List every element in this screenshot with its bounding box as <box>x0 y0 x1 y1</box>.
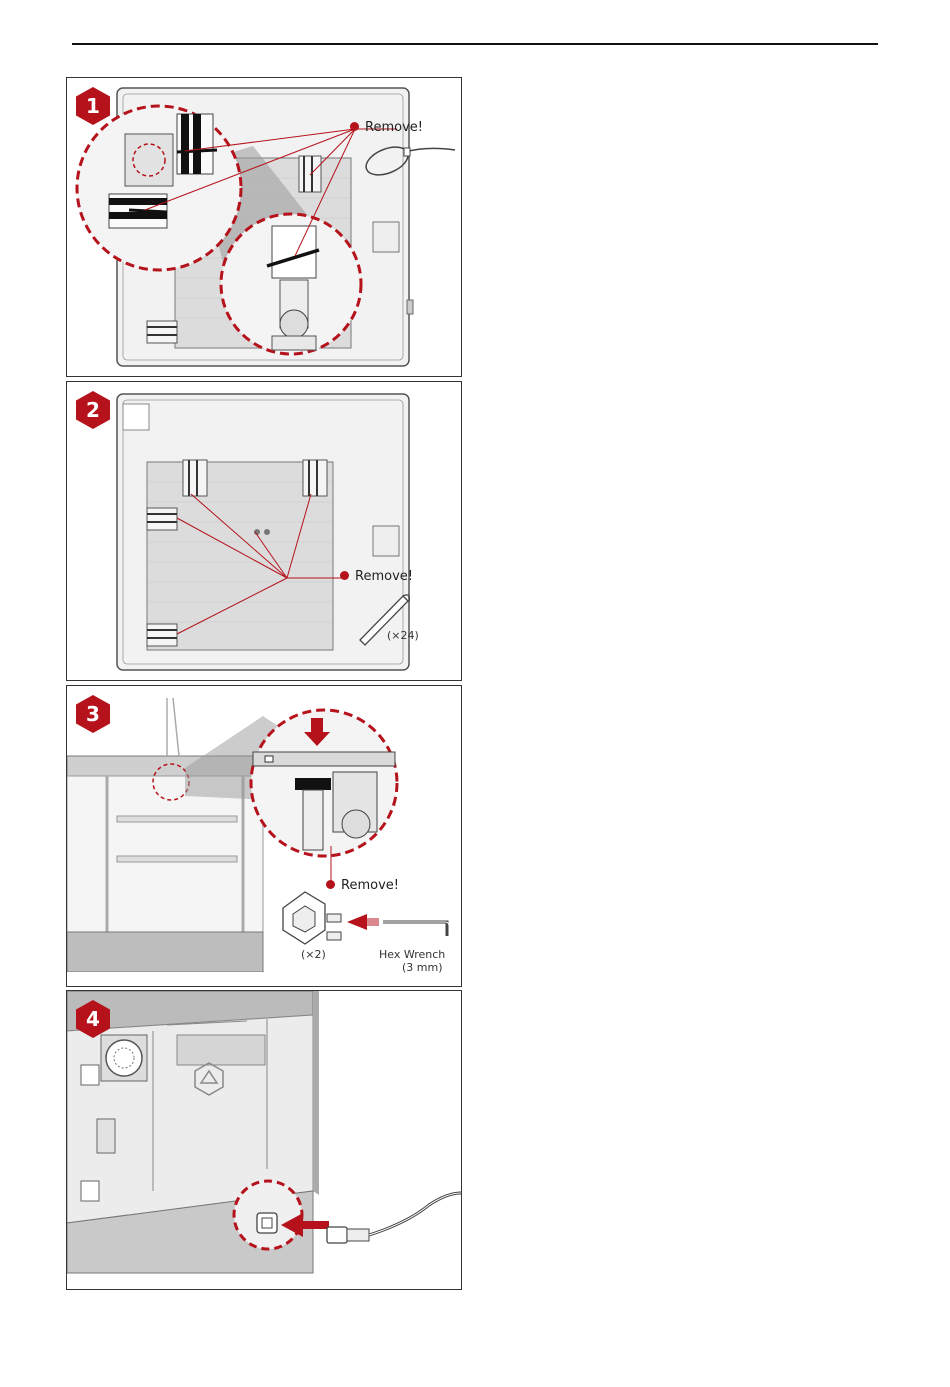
callout-dot-icon <box>350 122 359 131</box>
step-3-callout-text: Remove! <box>341 878 399 893</box>
step-3-tool-name: Hex Wrench <box>379 948 446 961</box>
power-socket-icon <box>257 1213 277 1233</box>
step-1-badge <box>75 86 111 126</box>
step-3-quantity: (×2) <box>301 948 326 961</box>
step-1-panel <box>66 77 462 377</box>
step-1-callout-text: Remove! <box>365 120 423 135</box>
step-2-badge <box>75 390 111 430</box>
step-3-badge <box>75 694 111 734</box>
step-3-tool-size: (3 mm) <box>402 961 443 974</box>
step-4-illustration <box>67 991 461 1289</box>
power-cable-icon <box>327 1193 461 1243</box>
step-4-panel <box>66 990 462 1290</box>
step-2-panel <box>66 381 462 681</box>
step-2-number: 2 <box>86 398 100 422</box>
step-3-number: 3 <box>86 702 100 726</box>
callout-dot-icon <box>326 880 335 889</box>
bracket-icon <box>283 892 341 944</box>
step-1-callout <box>350 120 423 135</box>
step-3-panel <box>66 685 462 987</box>
step-2-quantity: (×24) <box>387 629 419 642</box>
step-4-number: 4 <box>86 1007 100 1031</box>
step-2-callout <box>340 569 413 584</box>
callout-dot-icon <box>340 571 349 580</box>
step-2-callout-text: Remove! <box>355 569 413 584</box>
header-rule <box>72 43 878 45</box>
step-3-callout <box>326 878 399 893</box>
step-1-number: 1 <box>86 94 100 118</box>
step-3-illustration <box>67 686 461 986</box>
step-4-badge <box>75 999 111 1039</box>
hex-wrench-icon <box>383 922 449 936</box>
